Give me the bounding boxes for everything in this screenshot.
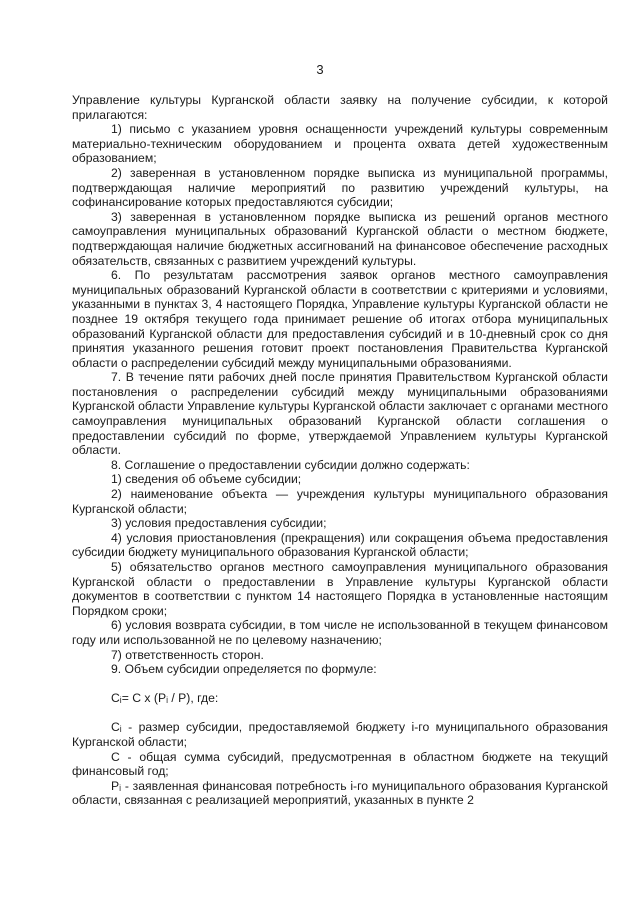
- body-paragraph: 2) заверенная в установленном порядке выписка из муниципальной программы, подтверждающая наличие мероприятий по развитию учреждений культуры, на софинансирование которых предоставляются субсидии;: [72, 165, 608, 210]
- body-paragraph: 4) условия приостановления (прекращения) или сокращения объема предоставления субсидии бюджету муниципального образования Курганской области;: [72, 530, 608, 560]
- body-paragraph: 7. В течение пяти рабочих дней после принятия Правительством Курганской области постановления о распределении субсидий между муниципальными образованиями Курганской области Управление культуры Курганской области заключает с органами местного самоуправления муниципальных образований Курганской области соглашения о предоставлении субсидий по форме, утверждаемой Управлением культуры Курганской области.: [72, 370, 608, 458]
- body-paragraph: 6. По результатам рассмотрения заявок органов местного самоуправления муниципальных образований Курганской области в соответствии с критериями и условиями, указанными в пунктах 3, 4 настоящего Порядка, Управление культуры Курганской области не позднее 19 октября текущего года принимает решение об итогах отбора муниципальных образований Курганской области для предоставления субсидий и в 10-дневный срок со дня принятия указанного решения готовит проект постановления Правительства Курганской области о распределении субсидий между муниципальными образованиями.: [72, 268, 608, 370]
- body-paragraph: 7) ответственность сторон.: [111, 647, 264, 662]
- document-body: [72, 93, 608, 808]
- body-paragraph: 6) условия возврата субсидии, в том числе не использованной в текущем финансовом году или использованной не по целевому назначению;: [72, 618, 608, 647]
- body-paragraph: Cᵢ - размер субсидии, предоставляемой бюджету i-го муниципального образования Курганской области;: [72, 720, 608, 749]
- body-paragraph: C - общая сумма субсидий, предусмотренная в областном бюджете на текущий финансовый год;: [72, 749, 608, 779]
- body-paragraph: Pᵢ - заявленная финансовая потребность i-го муниципального образования Курганской области, связанная с реализацией мероприятий, указанных в пункте 2: [72, 778, 608, 808]
- formula-line: Cᵢ= C x (Pᵢ / P), где:: [111, 690, 219, 705]
- body-paragraph: 8. Соглашение о предоставлении субсидии должно содержать:: [111, 457, 470, 472]
- body-paragraph: 1) сведения об объеме субсидии;: [111, 472, 302, 487]
- body-paragraph: 3) условия предоставления субсидии;: [111, 516, 327, 531]
- body-paragraph: 3) заверенная в установленном порядке выписка из решений органов местного самоуправления муниципальных образований Курганской области о местном бюджете, подтверждающая наличие бюджетных ассигнований на финансовое обеспечение расходных обязательств, связанных с развитием учреждений культуры.: [72, 209, 608, 268]
- body-paragraph: Управление культуры Курганской области заявку на получение субсидии, к которой прилагаются:: [72, 93, 608, 122]
- body-paragraph: 1) письмо с указанием уровня оснащенности учреждений культуры современным материально-техническим оборудованием и процента охвата детей художественным образованием;: [72, 122, 608, 166]
- page-number: 3: [316, 62, 324, 77]
- body-paragraph: 9. Объем субсидии определяется по формуле:: [111, 662, 377, 677]
- body-paragraph: 5) обязательство органов местного самоуправления муниципального образования Курганской области о предоставлении в Управление культуры Курганской области документов в соответствии с пунктом 14 настоящего Порядка в установленные настоящим Порядком сроки;: [72, 560, 608, 618]
- body-paragraph: 2) наименование объекта — учреждения культуры муниципального образования Курганской области;: [72, 487, 608, 516]
